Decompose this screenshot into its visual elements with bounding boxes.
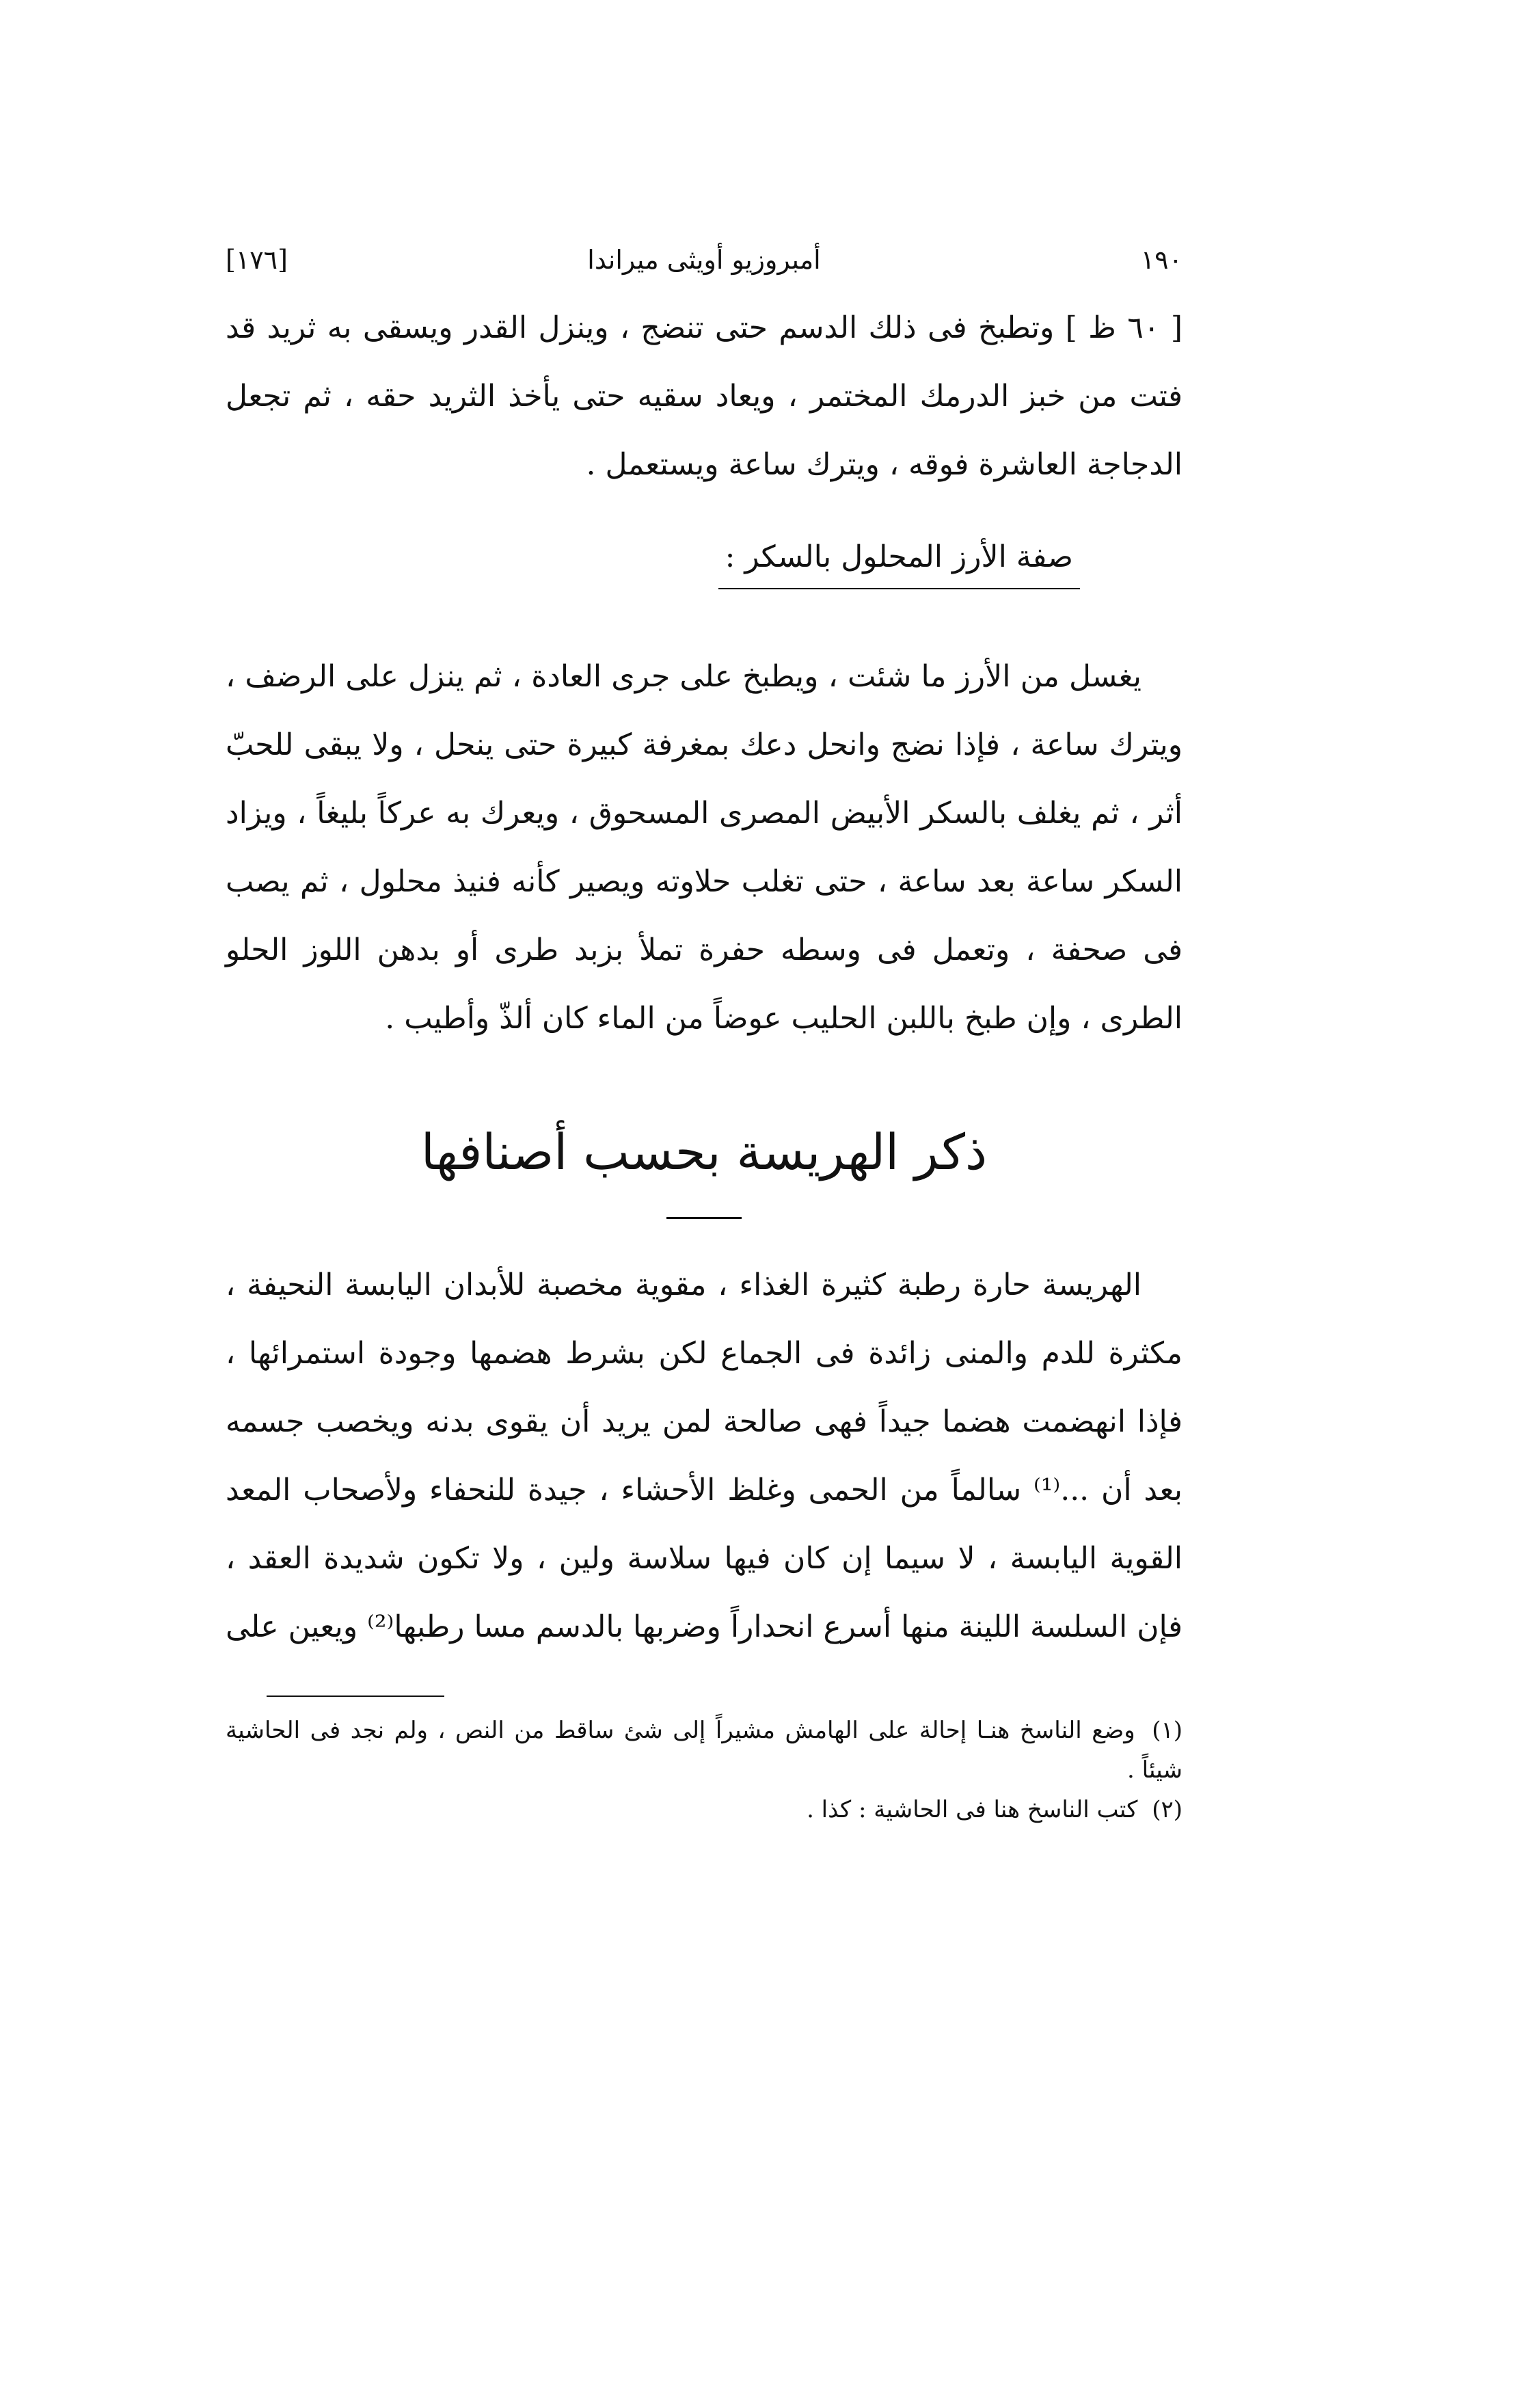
footnote-text: وضع الناسخ هنـا إحالة على الهامش مشيراً إلى شئ ساقط من النص ، ولم نجد فى الحاشية شيئاً . bbox=[226, 1717, 1183, 1784]
footnote-text: كتب الناسخ هنا فى الحاشية : كذا . bbox=[807, 1796, 1138, 1823]
heading-rule bbox=[666, 1217, 742, 1219]
footnote-mark: (٢) bbox=[1152, 1796, 1183, 1823]
section-heading-block bbox=[226, 1108, 1183, 1237]
page-header bbox=[226, 232, 1183, 287]
footnote-2 bbox=[226, 1790, 1183, 1830]
footnote-1 bbox=[226, 1711, 1183, 1790]
original-page-number: [١٧٦] bbox=[226, 245, 288, 275]
paragraph-3: الهريسة حارة رطبة كثيرة الغذاء ، مقوية مخصبة للأبدان اليابسة النحيفة ، مكثرة للدم والمنى زائدة فى الجماع لكن بشرط هضمها وجودة استمرائها ، فإذا انهضمت هضما جيداً فهى صالحة لمن يريد أن يقوى بدنه ويخصب جسمه بعد أن ...⁽¹⁾ سالماً من الحمى وغلظ الأحشاء ، جيدة للنحفاء ولأصحاب المعد القوية اليابسة ، لا سيما إن كان فيها سلاسة ولين ، ولا تكون شديدة العقد ، فإن السلسة اللينة منها أسرع انحداراً وضربها بالدسم مسا رطبها⁽²⁾ ويعين على bbox=[226, 1268, 1183, 1644]
subheading-block bbox=[226, 526, 1183, 602]
footnotes bbox=[226, 1711, 1183, 1830]
running-title: أمبروزيو أويثى ميراندا bbox=[587, 245, 821, 275]
recipe-subheading: صفة الأرز المحلول بالسكر : bbox=[718, 526, 1080, 589]
page-number: ١٩٠ bbox=[1140, 245, 1183, 275]
book-page bbox=[226, 232, 1183, 1830]
footnote-mark: (١) bbox=[1152, 1717, 1183, 1744]
paragraph-2: يغسل من الأرز ما شئت ، ويطبخ على جرى العادة ، ثم ينزل على الرضف ، ويترك ساعة ، فإذا نضج وانحل دعك بمغرفة كبيرة حتى ينحل ، ولا يبقى للحبّ أثر ، ثم يغلف بالسكر الأبيض المصرى المسحوق ، ويعرك به عركاً بليغاً ، ويزاد السكر ساعة بعد ساعة ، حتى تغلب حلاوته ويصير كأنه فنيذ محلول ، ثم يصب فى صحفة ، وتعمل فى وسطه حفرة تملأ بزبد طرى أو بدهن اللوز الحلو الطرى ، وإن طبخ باللبن الحليب عوضاً من الماء كان ألذّ وأطيب . bbox=[226, 659, 1183, 1036]
footnote-rule bbox=[267, 1696, 444, 1697]
paragraph-1: [ ٦٠ ظ ] وتطبخ فى ذلك الدسم حتى تنضج ، وينزل القدر ويسقى به ثريد قد فتت من خبز الدرمك المختمر ، ويعاد سقيه حتى يأخذ الثريد حقه ، ثم تجعل الدجاجة العاشرة فوقه ، ويترك ساعة ويستعمل . bbox=[226, 310, 1183, 482]
section-heading: ذكر الهريسة بحسب أصنافها bbox=[420, 1123, 988, 1181]
